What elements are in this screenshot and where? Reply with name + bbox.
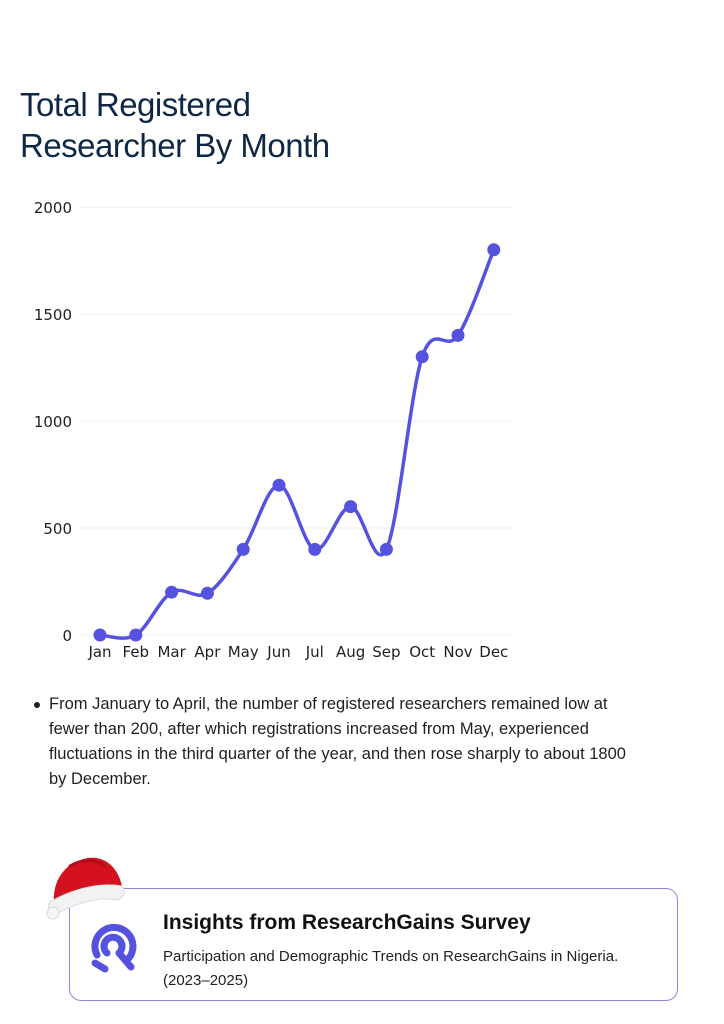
x-tick-label: Jun [267, 643, 291, 661]
data-point [129, 629, 142, 642]
x-tick-label: Nov [443, 643, 473, 661]
x-tick-label: Jul [305, 643, 324, 661]
x-tick-label: Aug [335, 643, 366, 661]
card-subtitle-line-2: (2023–2025) [163, 972, 249, 989]
x-tick-label: Dec [479, 643, 509, 661]
x-tick-label: Apr [194, 643, 221, 661]
x-tick-label: Feb [122, 643, 150, 661]
y-tick-label: 500 [43, 520, 72, 538]
y-tick-label: 2000 [33, 199, 72, 217]
chart-title-line-1: Total Registered [20, 86, 251, 123]
data-point [94, 629, 107, 642]
series-line [100, 250, 494, 638]
chart-title-line-2: Researcher By Month [20, 127, 330, 164]
researchgains-logo-icon [85, 919, 147, 981]
summary-note [30, 692, 630, 792]
x-tick-label: Jan [88, 643, 112, 661]
summary-text: From January to April, the number of registered researchers remained low at fewer than 200, after which registrations increased from May, experienced fluctuations in the third quarter of the year, and then rose sharply to about 1800 by December. [49, 695, 626, 788]
survey-info-card [69, 888, 678, 1001]
data-point [487, 243, 500, 256]
x-tick-label: Mar [157, 643, 186, 661]
santa-hat-icon [40, 852, 130, 922]
chart-title [20, 84, 330, 166]
data-point [308, 543, 321, 556]
data-point [201, 587, 214, 600]
data-point [380, 543, 393, 556]
data-point [344, 500, 357, 513]
bullet-icon [34, 702, 40, 708]
card-title: Insights from ResearchGains Survey [163, 911, 531, 934]
y-tick-label: 0 [62, 627, 72, 645]
card-subtitle [163, 945, 663, 993]
y-tick-label: 1500 [33, 306, 72, 324]
x-tick-label: Sep [372, 643, 401, 661]
data-point [416, 350, 429, 363]
y-tick-label: 1000 [33, 413, 72, 431]
line-chart [0, 190, 560, 670]
data-point [237, 543, 250, 556]
x-tick-label: May [227, 643, 259, 661]
data-point [165, 586, 178, 599]
data-point [273, 479, 286, 492]
data-point [452, 329, 465, 342]
card-subtitle-line-1: Participation and Demographic Trends on ResearchGains in Nigeria. [163, 948, 619, 965]
x-tick-label: Oct [409, 643, 436, 661]
